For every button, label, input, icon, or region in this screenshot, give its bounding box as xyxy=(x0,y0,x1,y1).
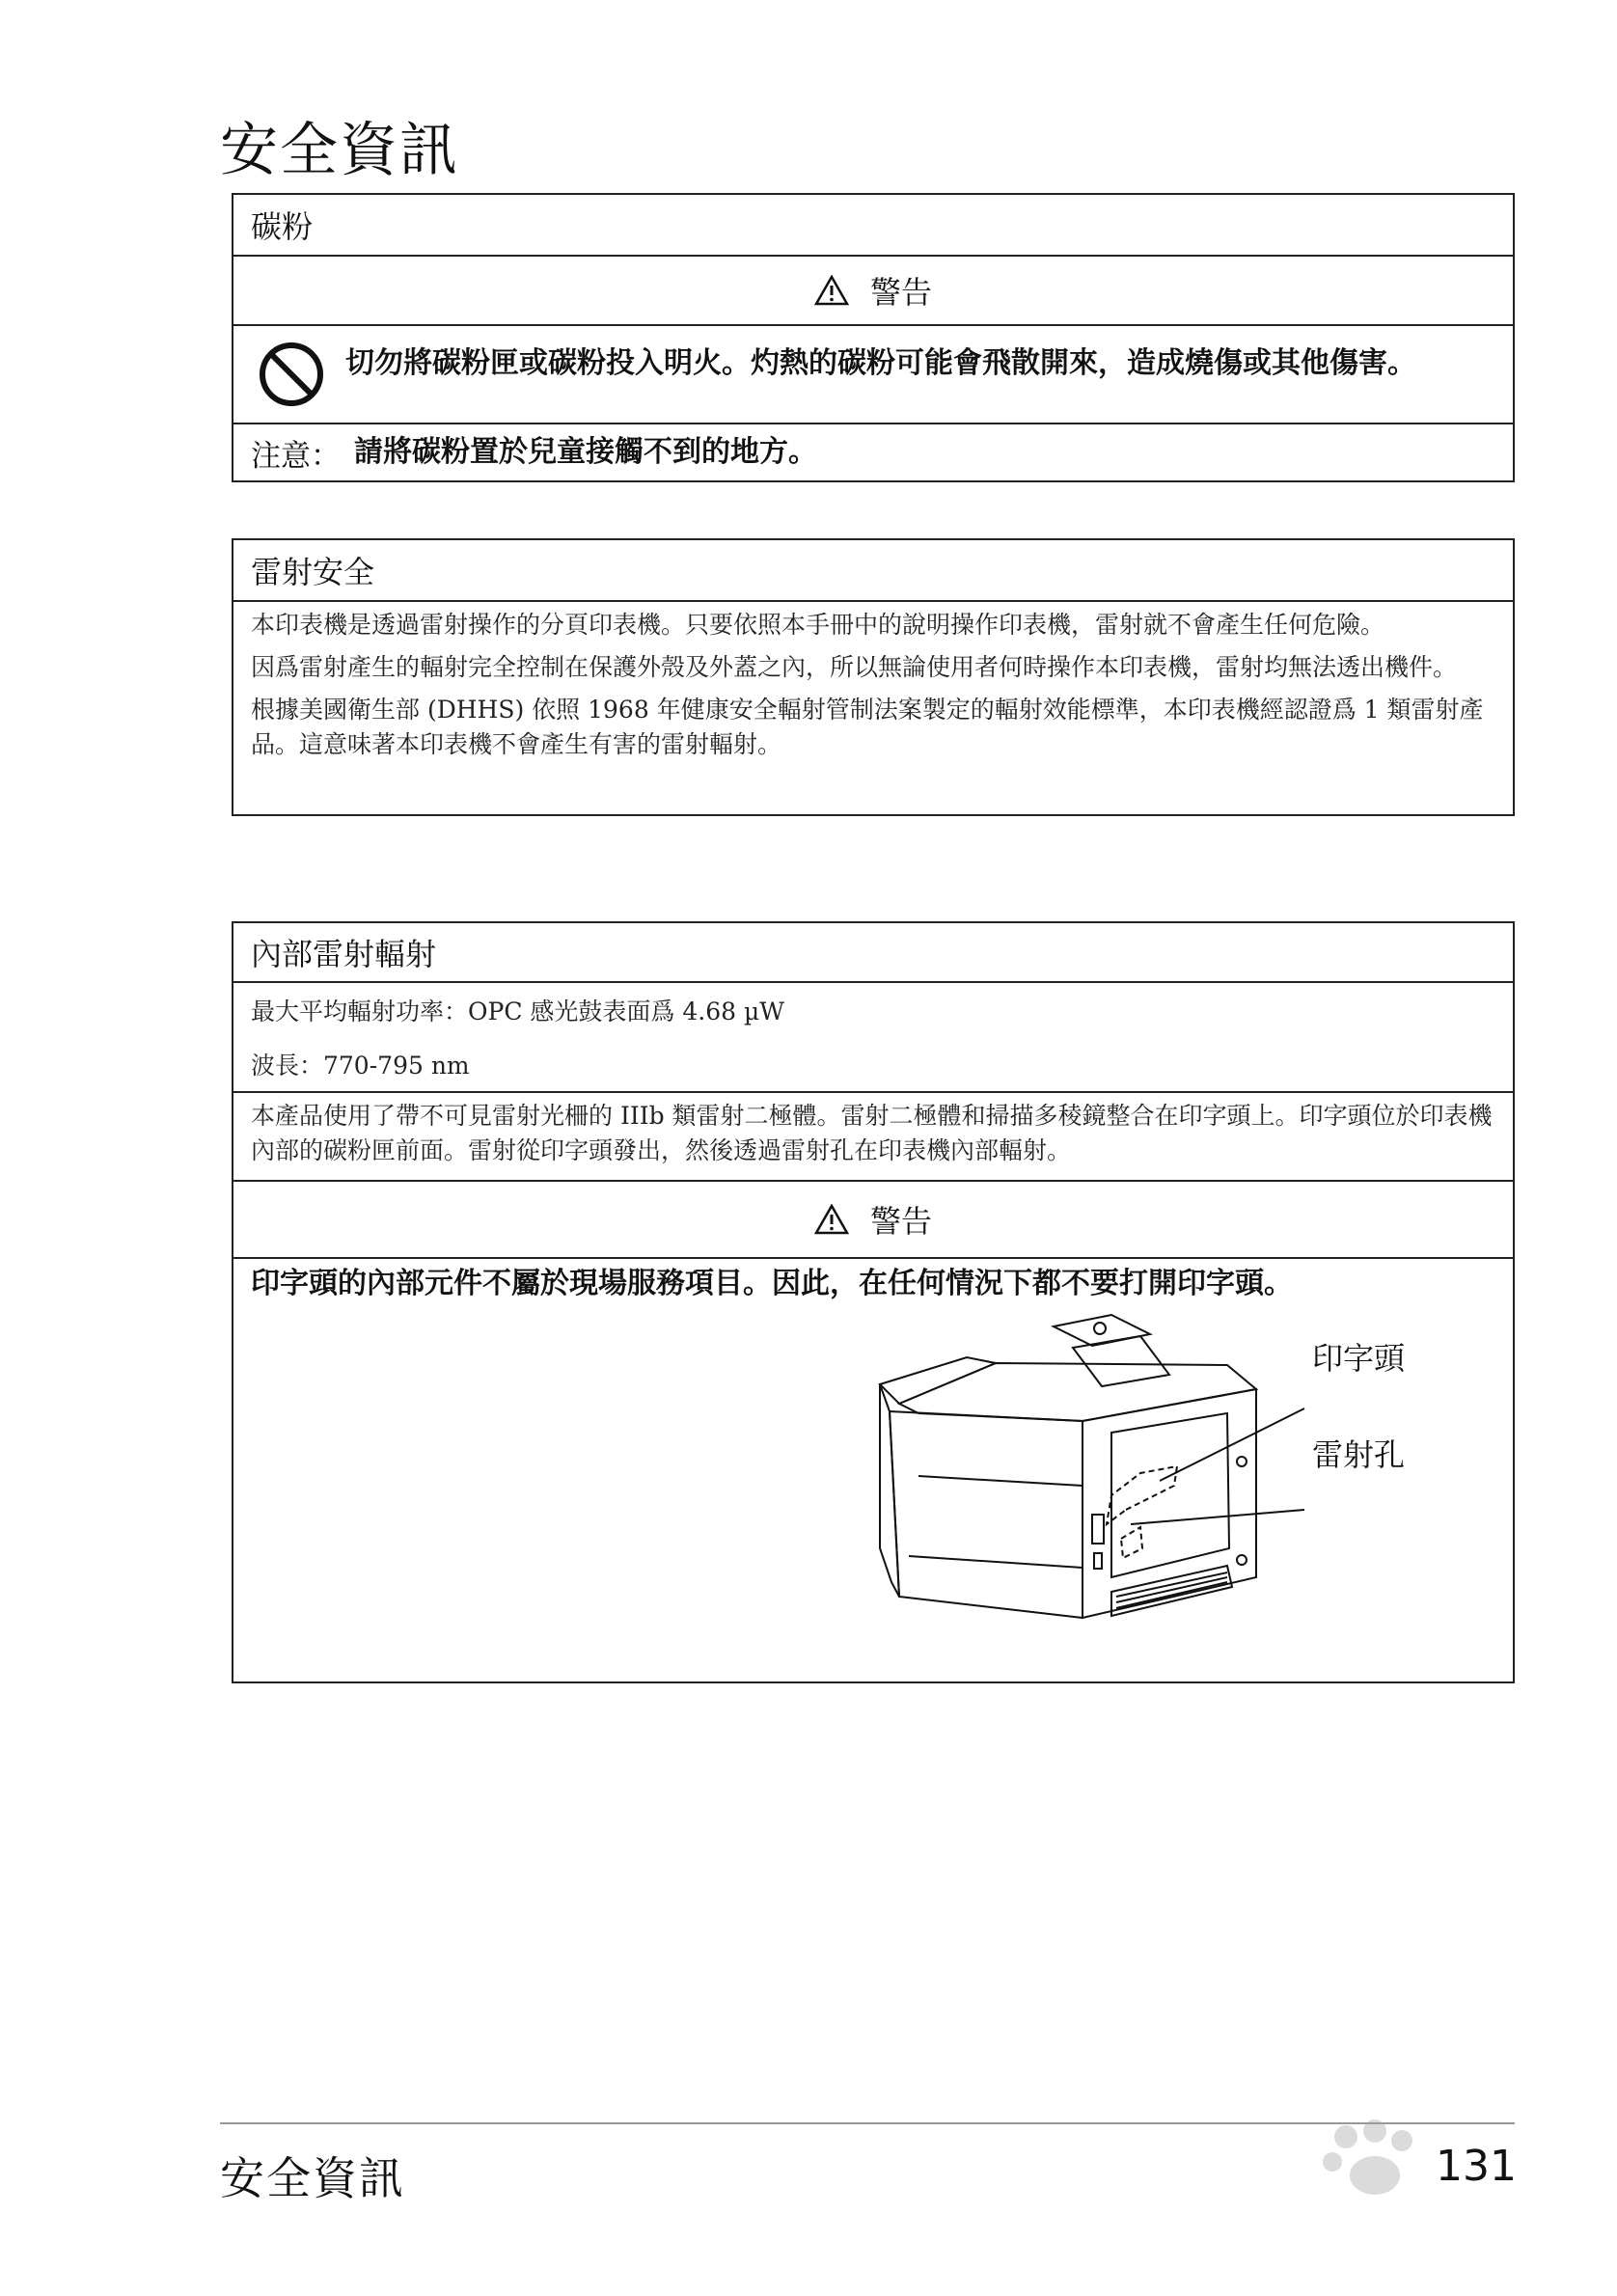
laser-safety-body xyxy=(233,602,1513,776)
callout-laser-aperture: 雷射孔 xyxy=(1312,1436,1406,1473)
internal-warning-body xyxy=(233,1259,1513,1676)
warning-triangle-icon xyxy=(814,1204,849,1235)
internal-laser-heading: 內部雷射輻射 xyxy=(233,923,1513,983)
internal-warning-text: 印字頭的內部元件不屬於現場服務項目。因此，在任何情況下都不要打開印字頭。 xyxy=(251,1267,1293,1300)
toner-warning-label: 警告 xyxy=(869,274,932,311)
toner-prohibition-text: 切勿將碳粉匣或碳粉投入明火。灼熱的碳粉可能會飛散開來，造成燒傷或其他傷害。 xyxy=(345,346,1416,380)
baidu-watermark xyxy=(1143,2098,1548,2291)
toner-note-text: 請將碳粉置於兒童接觸不到的地方。 xyxy=(354,435,817,469)
max-power-text: 最大平均輻射功率：OPC 感光鼓表面爲 4.68 µW xyxy=(251,998,784,1025)
page-title: 安全資訊 xyxy=(220,117,459,184)
toner-prohibition-row xyxy=(233,326,1513,424)
page-number: 131 xyxy=(1436,2142,1517,2191)
printer-illustration xyxy=(822,1307,1362,1674)
laser-safety-paragraph: 本印表機是透過雷射操作的分頁印表機。只要依照本手冊中的說明操作印表機，雷射就不會產生任何危險。 xyxy=(251,611,1385,639)
internal-warning-header xyxy=(233,1182,1513,1259)
prohibition-icon xyxy=(258,341,325,408)
internal-laser-description: 本產品使用了帶不可見雷射光柵的 IIIb 類雷射二極體。雷射二極體和掃描多稜鏡整合在印字頭上。印字頭位於印表機內部的碳粉匣前面。雷射從印字頭發出，然後透過雷射孔在印表機內部輻射。 xyxy=(233,1093,1513,1182)
toner-section xyxy=(232,193,1515,482)
wavelength-text: 波長：770-795 nm xyxy=(233,1037,1513,1093)
warning-triangle-icon xyxy=(814,275,849,306)
laser-safety-paragraph: 因爲雷射產生的輻射完全控制在保護外殼及外蓋之內，所以無論使用者何時操作本印表機，雷射均無法透出機件。 xyxy=(251,653,1458,681)
toner-note-label: 注意： xyxy=(251,438,341,474)
laser-safety-heading: 雷射安全 xyxy=(233,540,1513,602)
laser-safety-section xyxy=(232,538,1515,816)
toner-note-row xyxy=(233,424,1513,480)
toner-warning-header xyxy=(233,257,1513,326)
footer-title: 安全資訊 xyxy=(220,2152,405,2204)
callout-print-head: 印字頭 xyxy=(1312,1340,1406,1377)
laser-safety-paragraph: 根據美國衛生部 (DHHS) 依照 1968 年健康安全輻射管制法案製定的輻射效能標準，本印表機經認證爲 1 類雷射產品。這意味著本印表機不會產生有害的雷射輻射。 xyxy=(251,696,1484,758)
internal-warning-label: 警告 xyxy=(869,1203,932,1240)
toner-heading: 碳粉 xyxy=(233,195,1513,257)
internal-laser-section xyxy=(232,921,1515,1683)
